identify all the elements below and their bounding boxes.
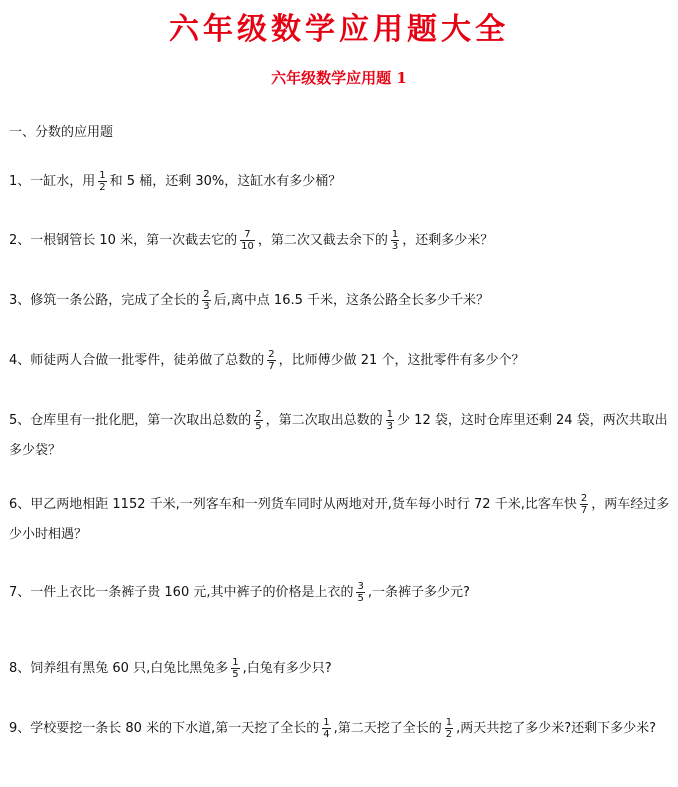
fraction: $\frac{7}{10}$ bbox=[241, 229, 254, 252]
question-8: 8、饲养组有黑兔 60 只,白兔比黑兔多 $\frac{1}{5}$ ,白兔有多少只? bbox=[9, 657, 332, 680]
fraction: $\frac{2}{5}$ bbox=[255, 409, 262, 432]
question-5: 5、仓库里有一批化肥，第一次取出总数的 $\frac{2}{5}$ ，第二次取出总数的 $\frac{1}{3}$ 少 12 袋，这时仓库里还剩 24 袋，两次共取出多少袋？ bbox=[9, 409, 668, 458]
fraction: $\frac{1}{3}$ bbox=[386, 409, 394, 432]
fraction: $\frac{1}{2}$ bbox=[445, 717, 453, 740]
fraction: $\frac{3}{5}$ bbox=[357, 581, 364, 604]
document-subtitle: 六年级数学应用题 1 bbox=[271, 69, 407, 87]
question-2: 2、一根钢管长 10 米，第一次截去它的 $\frac{7}{10}$ ，第二次又截去余下的 $\frac{1}{3}$ ，还剩多少米？ bbox=[9, 229, 494, 252]
question-3: 3、修筑一条公路，完成了全长的 $\frac{2}{3}$ 后,离中点 16.5 千米，这条公路全长多少千米？ bbox=[9, 289, 489, 312]
question-4: 4、师徒两人合做一批零件，徒弟做了总数的 $\frac{2}{7}$ ，比师傅少做 21 个，这批零件有多少个？ bbox=[9, 349, 525, 372]
question-6: 6、甲乙两地相距 1152 千米,一列客车和一列货车同时从两地对开,货车每小时行 72 千米,比客车快 $\frac{2}{7}$ ，两车经过多少小时相遇？ bbox=[9, 493, 670, 542]
fraction: $\frac{2}{7}$ bbox=[268, 349, 275, 372]
fraction: $\frac{2}{3}$ bbox=[203, 289, 210, 312]
fraction: $\frac{1}{5}$ bbox=[232, 657, 239, 680]
document-title: 六年级数学应用题大全 bbox=[169, 12, 509, 47]
question-7: 7、一件上衣比一条裤子贵 160 元,其中裤子的价格是上衣的 $\frac{3}{5}$ ,一条裤子多少元? bbox=[9, 581, 470, 604]
fraction: $\frac{1}{2}$ bbox=[99, 170, 106, 193]
fraction: $\frac{1}{3}$ bbox=[391, 229, 399, 252]
fraction: $\frac{2}{7}$ bbox=[580, 493, 588, 516]
fraction: $\frac{1}{4}$ bbox=[323, 717, 330, 740]
section-heading: 一、分数的应用题 bbox=[9, 125, 114, 140]
question-9: 9、学校要挖一条长 80 米的下水道,第一天挖了全长的 $\frac{1}{4}$ ,第二天挖了全长的 $\frac{1}{2}$ ,两天共挖了多少米?还剩下多少米? bbox=[9, 717, 657, 740]
question-1: 1、一缸水，用 $\frac{1}{2}$ 和 5 桶，还剩 30%，这缸水有多少桶？ bbox=[9, 170, 342, 193]
